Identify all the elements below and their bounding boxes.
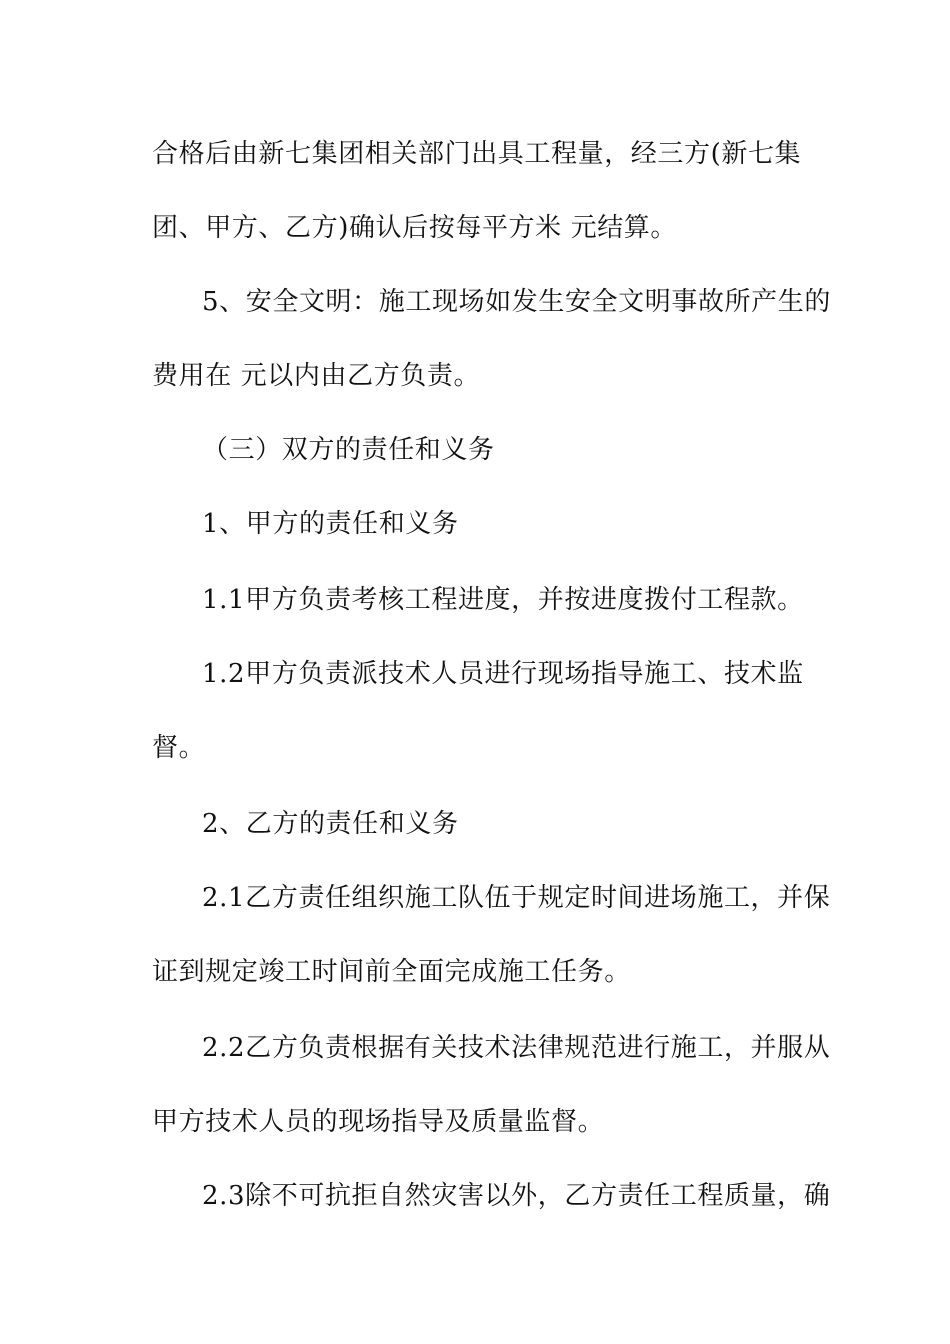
text-line: 2.2乙方负责根据有关技术法律规范进行施工，并服从 [202, 1033, 831, 1063]
subsection-heading: 1、甲方的责任和义务 [202, 509, 459, 539]
text-line: 团、甲方、乙方)确认后按每平方米 元结算。 [152, 213, 678, 243]
subsection-heading: 2、乙方的责任和义务 [202, 809, 459, 839]
text-line: 费用在 元以内由乙方负责。 [152, 361, 481, 391]
text-line: 2.3除不可抗拒自然灾害以外，乙方责任工程质量，确 [202, 1181, 831, 1211]
text-line: 证到规定竣工时间前全面完成施工任务。 [152, 957, 631, 987]
text-line: 1.1甲方负责考核工程进度，并按进度拨付工程款。 [202, 585, 804, 615]
text-line: 1.2甲方负责派技术人员进行现场指导施工、技术监 [202, 659, 804, 689]
text-line: 督。 [152, 733, 206, 763]
section-heading: （三）双方的责任和义务 [202, 435, 495, 465]
text-line: 5、安全文明：施工现场如发生安全文明事故所产生的 [202, 287, 831, 317]
text-line: 合格后由新七集团相关部门出具工程量，经三方(新七集 [152, 139, 802, 169]
text-line: 甲方技术人员的现场指导及质量监督。 [152, 1107, 605, 1137]
text-line: 2.1乙方责任组织施工队伍于规定时间进场施工，并保 [202, 883, 831, 913]
